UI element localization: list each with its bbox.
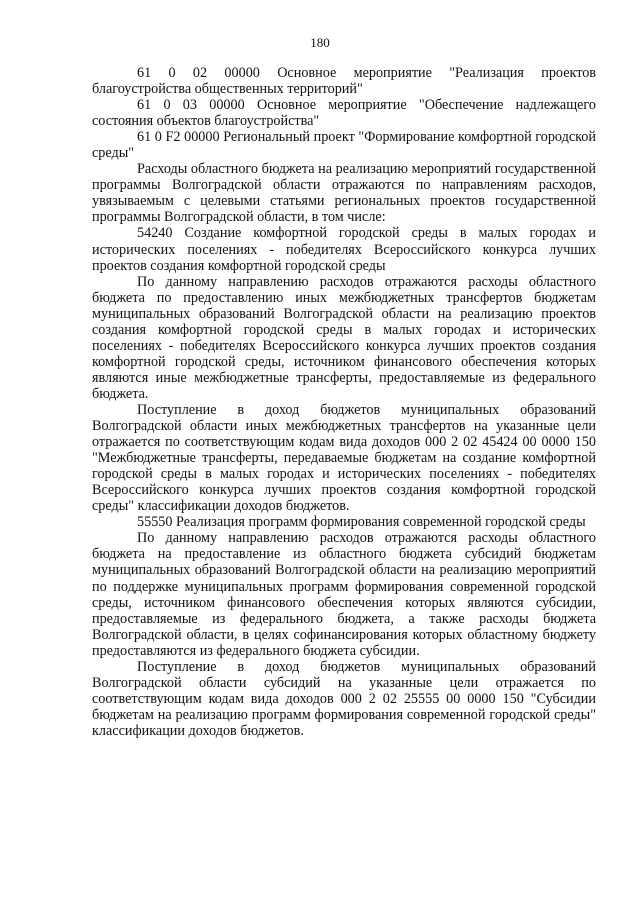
paragraph-5: 54240 Создание комфортной городской среды в малых городах и исторических поселениях - победителях Всероссийского конкурса лучших проектов создания комфортной городской среды	[92, 225, 596, 274]
paragraph-6: По данному направлению расходов отражаются расходы областного бюджета по предоставлению иных межбюджетных трансфертов бюджетам муниципальных образований Волгоградской области на реализацию проектов создания комфортной городской среды в малых городах и исторических поселениях - победителях Всероссийского конкурса лучших проектов создания комфортной городской среды, источником финансового обеспечения которых являются иные межбюджетные трансферты, предоставляемые из федерального бюджета.	[92, 273, 596, 402]
paragraph-10: Поступление в доход бюджетов муниципальных образований Волгоградской области субсидий на указанные цели отражается по соответствующим кодам вида доходов 000 2 02 25555 00 0000 150 "Субсидии бюджетам на реализацию программ формирования современной городской среды" классификации доходов бюджетов.	[92, 658, 596, 739]
paragraph-7: Поступление в доход бюджетов муниципальных образований Волгоградской области иных межбюджетных трансфертов на указанные цели отражается по соответствующим кодам вида доходов 000 2 02 45424 00 0000 150 "Межбюджетные трансферты, передаваемые бюджетам на создание комфортной городской среды в малых городах и исторических поселениях - победителях Всероссийского конкурса лучших проектов создания комфортной городской среды" классификации доходов бюджетов.	[92, 401, 596, 515]
paragraph-2: 61 0 03 00000 Основное мероприятие "Обеспечение надлежащего состояния объектов благоустройства"	[92, 97, 596, 130]
document-body	[92, 65, 596, 739]
paragraph-1: 61 0 02 00000 Основное мероприятие "Реализация проектов благоустройства общественных территорий"	[92, 65, 596, 98]
paragraph-8: 55550 Реализация программ формирования современной городской среды	[137, 514, 586, 531]
paragraph-4: Расходы областного бюджета на реализацию мероприятий государственной программы Волгоградской области отражаются по направлениям расходов, увязываемым с целевыми статьями региональных проектов государственной программы Волгоградской области, в том числе:	[92, 161, 596, 226]
page-number: 180	[310, 35, 330, 50]
paragraph-3: 61 0 F2 00000 Региональный проект "Формирование комфортной городской среды"	[92, 129, 596, 162]
paragraph-9: По данному направлению расходов отражаются расходы областного бюджета на предоставление из областного бюджета субсидий бюджетам муниципальных образований Волгоградской области на реализацию мероприятий по поддержке муниципальных программ формирования современной городской среды, источником финансового обеспечения которых являются субсидии, предоставляемые из федерального бюджета, а также расходы бюджета Волгоградской области, в целях софинансирования которых областному бюджету предоставляются из федерального бюджета субсидии.	[92, 530, 596, 659]
